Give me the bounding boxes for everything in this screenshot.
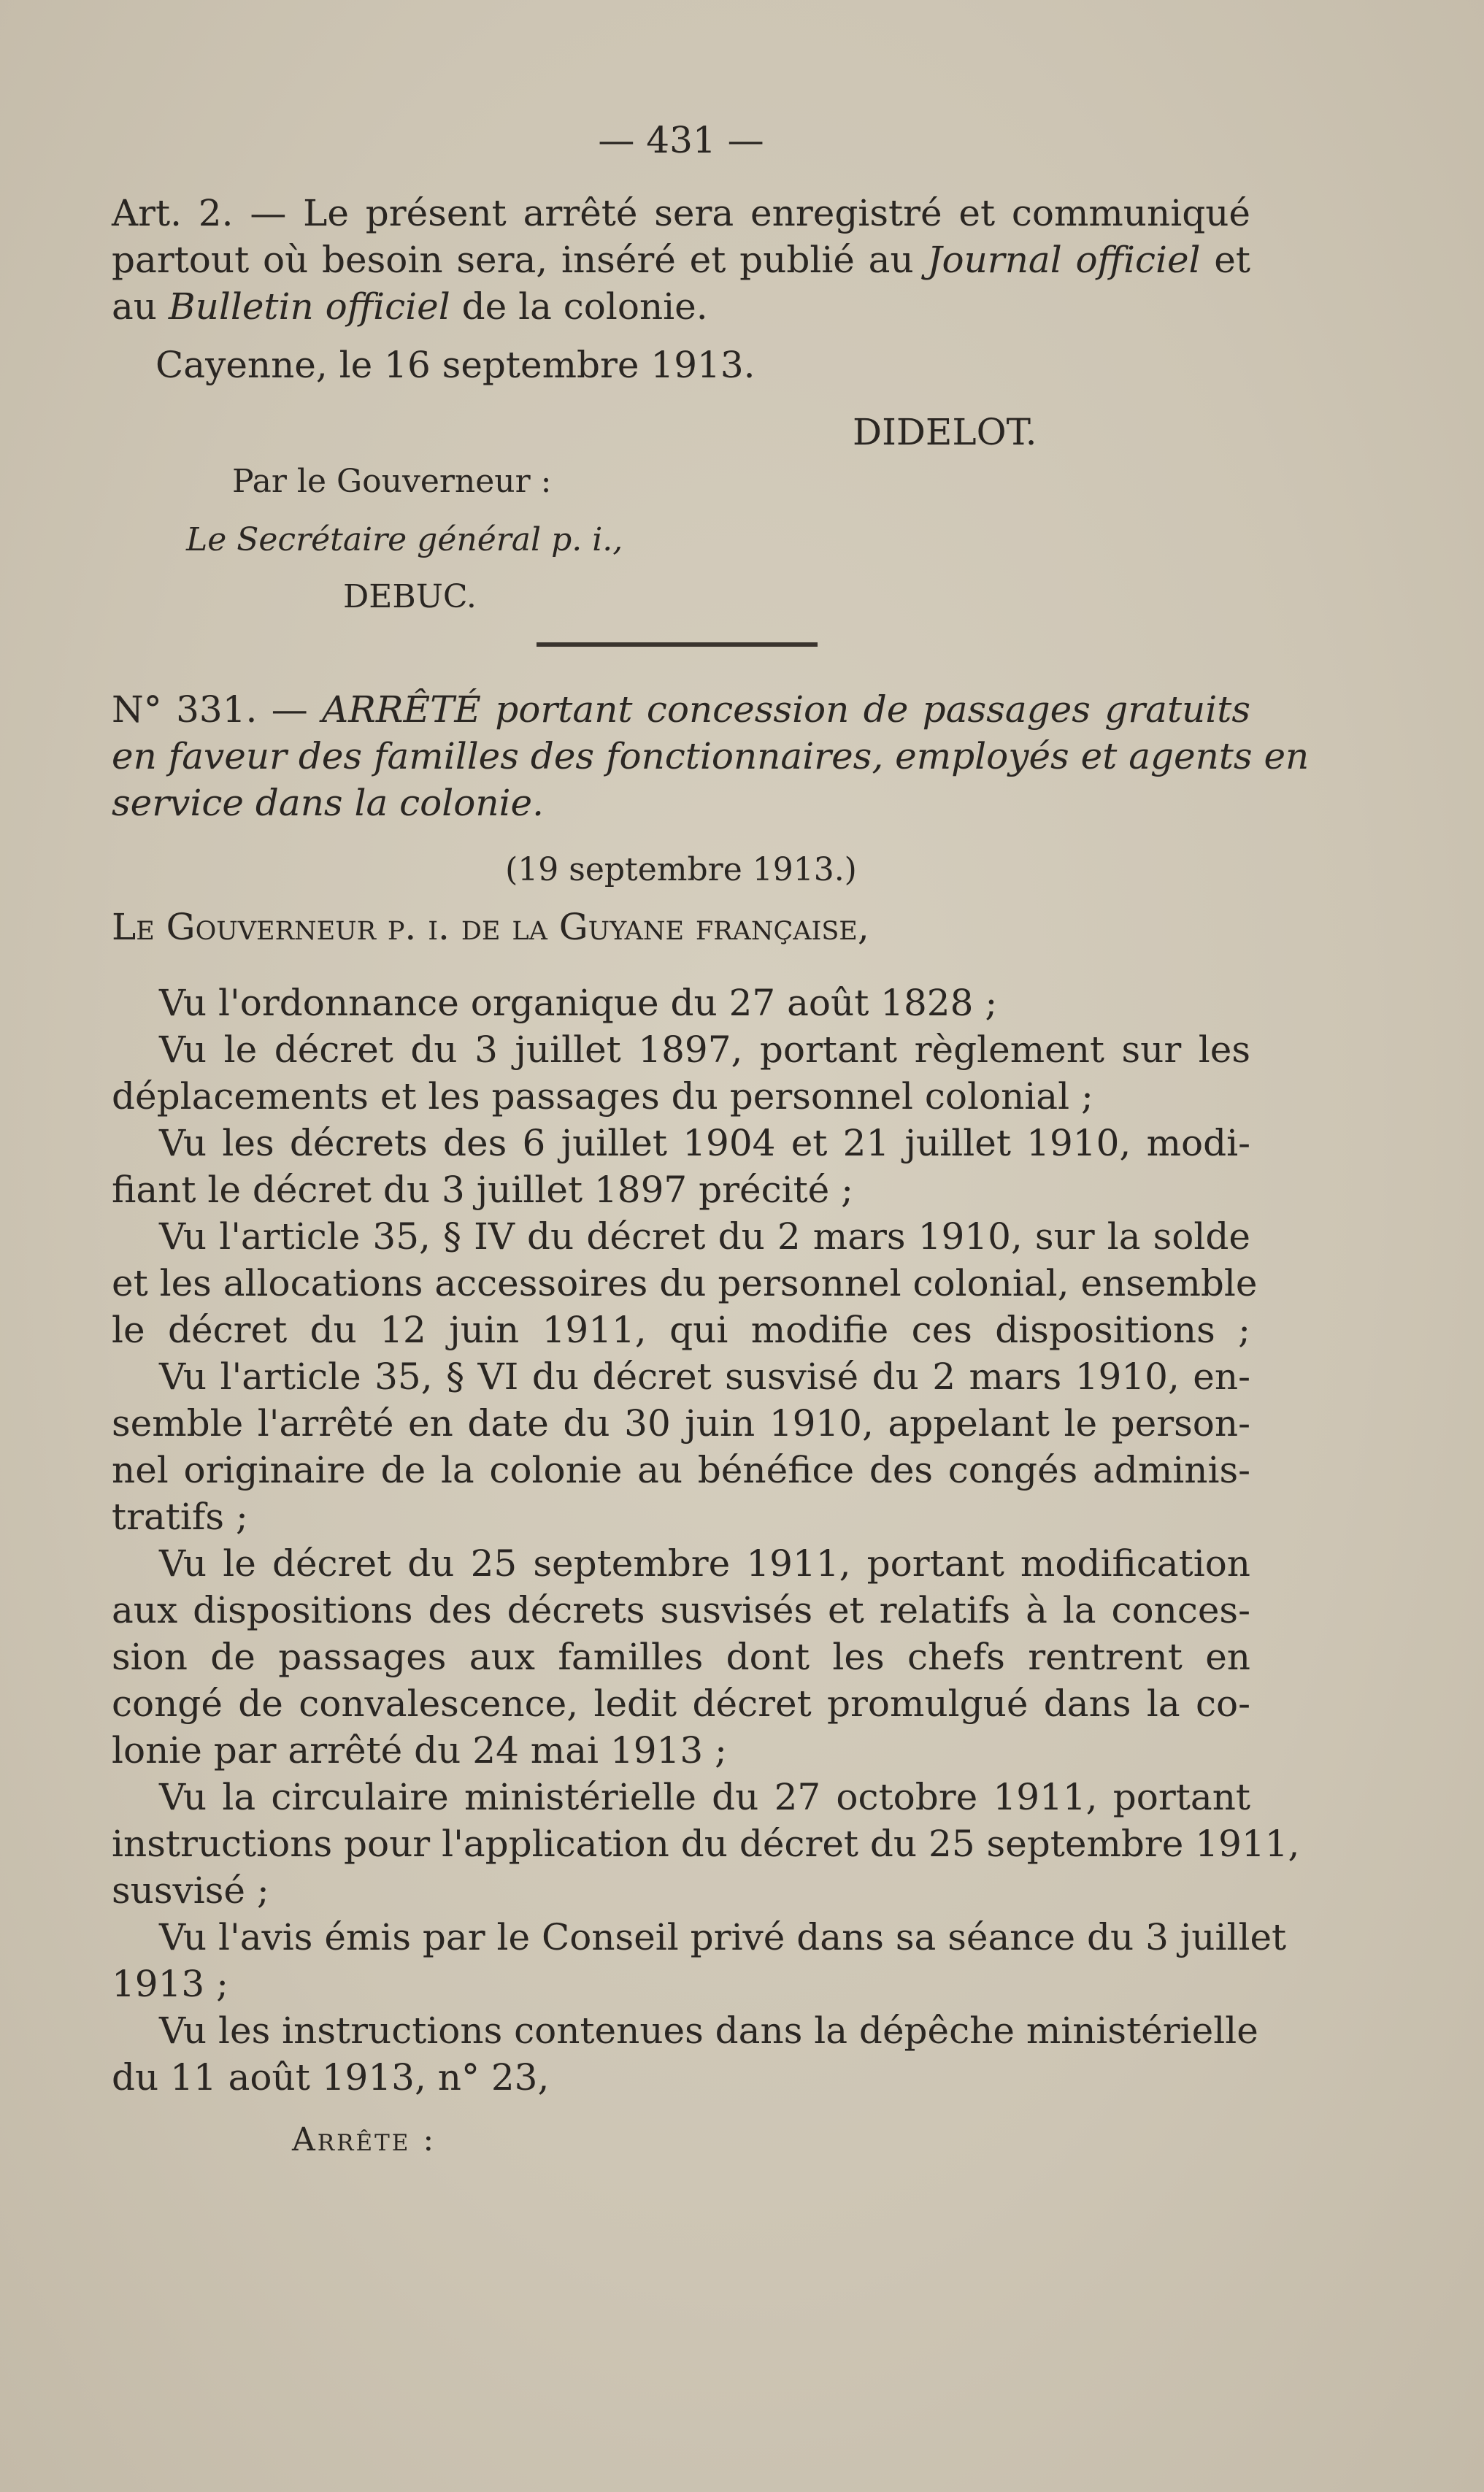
body-line: Vu l'article 35, § VI du décret susvisé du 2 mars 1910, en- (159, 1355, 1250, 1398)
body-line: nel originaire de la colonie au bénéfice des congés adminis- (112, 1449, 1250, 1491)
body-line: le décret du 12 juin 1911, qui modifie ces dispositions ; (112, 1309, 1250, 1351)
body-line: Vu le décret du 25 septembre 1911, portant modification (159, 1542, 1250, 1585)
body-line: tratifs ; (112, 1496, 248, 1538)
signature-didelot: DIDELOT. (853, 411, 1037, 453)
body-line: susvisé ; (112, 1869, 269, 1912)
decree-title-line-2: en faveur des familles des fonctionnaires, employés et agents en (112, 735, 1310, 777)
body-line: lonie par arrêté du 24 mai 1913 ; (112, 1729, 727, 1772)
body-line: Vu l'ordonnance organique du 27 août 1828 ; (159, 982, 998, 1024)
body-line: déplacements et les passages du personnel colonial ; (112, 1075, 1093, 1118)
decree-title-line-1: N° 331. — ARRÊTÉ portant concession de passages gratuits (112, 688, 1250, 731)
body-line: et les allocations accessoires du personnel colonial, ensemble (112, 1262, 1258, 1304)
art2-date-line: Cayenne, le 16 septembre 1913. (155, 344, 756, 386)
body-line: Vu la circulaire ministérielle du 27 octobre 1911, portant (159, 1776, 1250, 1818)
journal-officiel: Journal officiel (927, 239, 1201, 281)
bulletin-officiel: Bulletin officiel (168, 285, 450, 328)
art2-line-3: au Bulletin officiel de la colonie. (112, 285, 708, 328)
body-line: sion de passages aux familles dont les chefs rentrent en (112, 1636, 1250, 1678)
body-line: congé de convalescence, ledit décret promulgué dans la co- (112, 1683, 1250, 1725)
art2-line-2: partout où besoin sera, inséré et publié au Journal officiel et (112, 239, 1250, 281)
decree-title-line-3: service dans la colonie. (112, 782, 545, 824)
by-governor: Par le Gouverneur : (232, 463, 552, 500)
body-line: semble l'arrêté en date du 30 juin 1910, appelant le person- (112, 1402, 1250, 1445)
body-line: aux dispositions des décrets susvisés et relatifs à la conces- (112, 1589, 1250, 1631)
governor-line: Le Gouverneur p. i. de la Guyane française, (112, 906, 869, 948)
decree-date: (19 septembre 1913.) (505, 851, 857, 888)
body-line: Vu les instructions contenues dans la dépêche ministérielle (159, 2010, 1258, 2052)
body-line: Vu l'article 35, § IV du décret du 2 mars 1910, sur la solde (159, 1215, 1250, 1258)
secretary-title: Le Secrétaire général p. i., (186, 521, 623, 558)
body-line: Vu les décrets des 6 juillet 1904 et 21 juillet 1910, modi- (159, 1122, 1250, 1164)
body-line: Vu le décret du 3 juillet 1897, portant règlement sur les (159, 1028, 1250, 1071)
body-line: du 11 août 1913, n° 23, (112, 2056, 550, 2099)
body-line: instructions pour l'application du décret du 25 septembre 1911, (112, 1823, 1300, 1865)
arrete-heading: Arrête : (292, 2121, 437, 2158)
art2-line-1: Art. 2. — Le présent arrêté sera enregistré et communiqué (112, 192, 1250, 234)
body-line: fiant le décret du 3 juillet 1897 précité ; (112, 1169, 854, 1211)
separator-rule (537, 642, 818, 647)
body-line: Vu l'avis émis par le Conseil privé dans sa séance du 3 juillet (159, 1916, 1287, 1958)
body-line: 1913 ; (112, 1963, 228, 2005)
page-number: — 431 — (598, 119, 764, 161)
secretary-name: DEBUC. (343, 578, 477, 615)
